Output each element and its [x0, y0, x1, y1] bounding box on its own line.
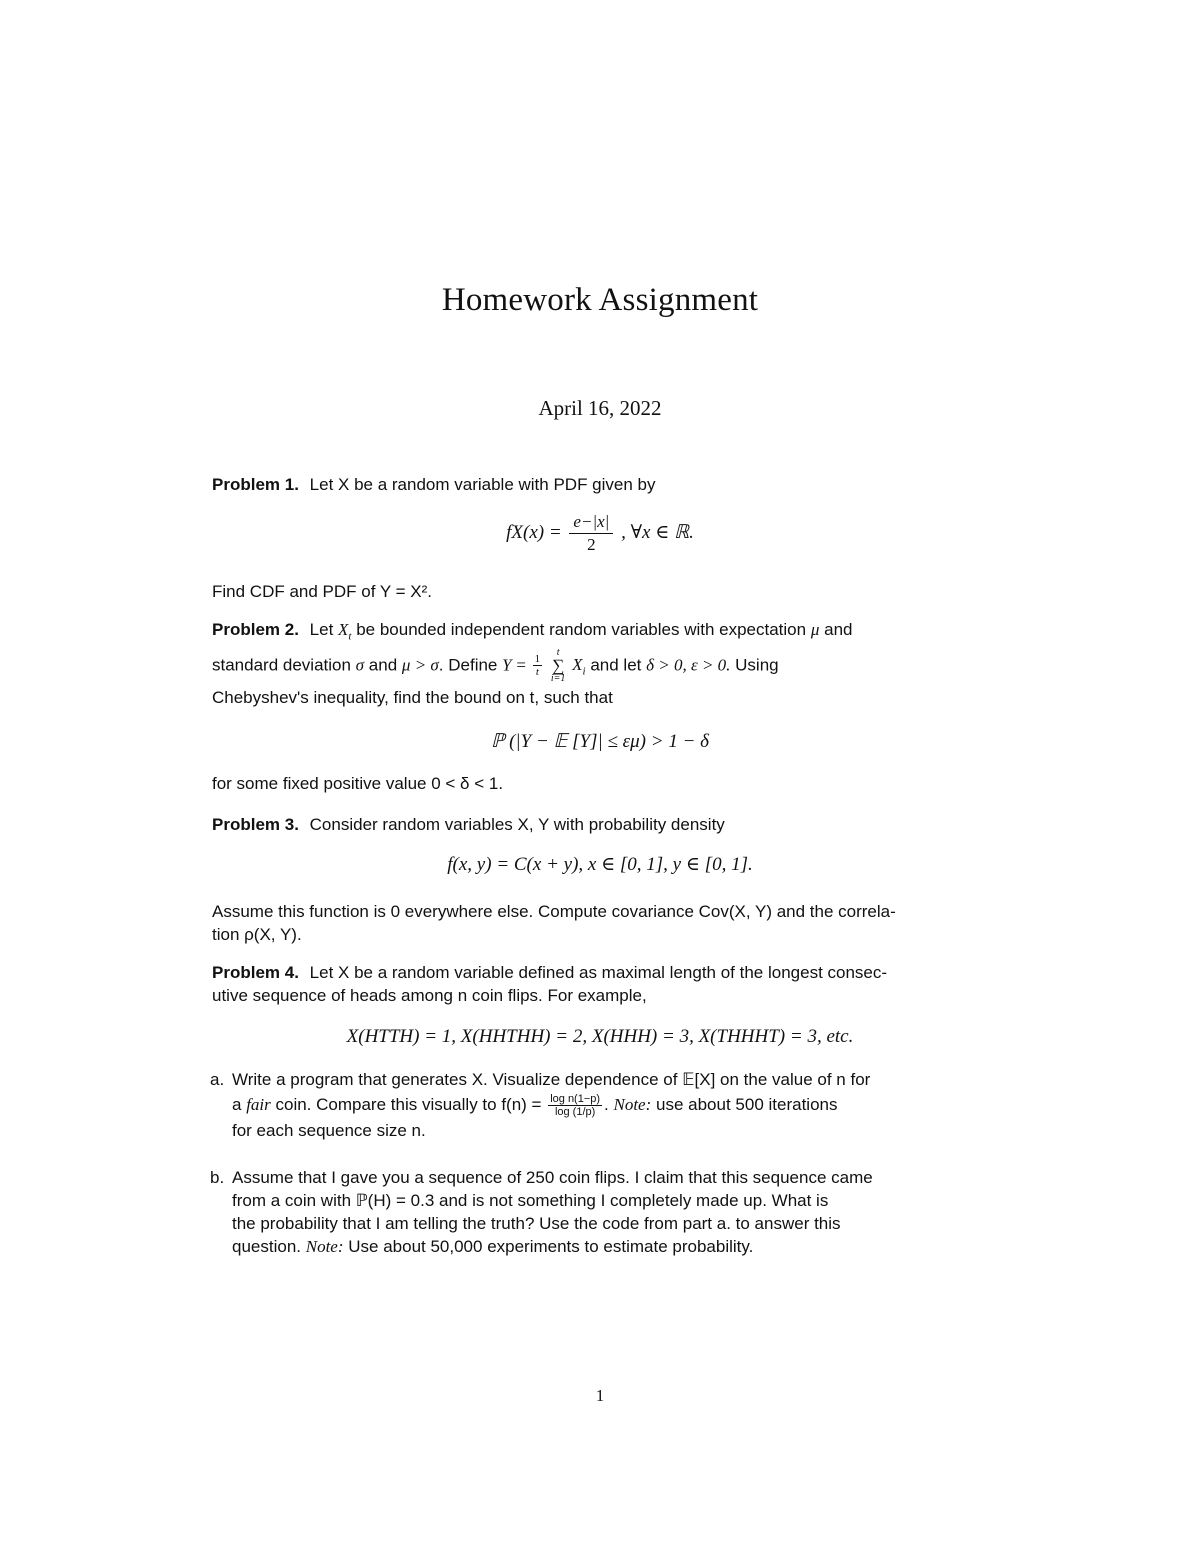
problem-3-intro [212, 813, 990, 837]
problem-2-line-3: Chebyshev's inequality, find the bound on t, such that [212, 688, 613, 707]
item-a-frac-den: log (1/p) [554, 1105, 596, 1118]
item-a-line-3: for each sequence size n. [232, 1121, 426, 1140]
problem-2-line-2: standard deviation σ and μ > σ. Define Y = $\frac{1}{t}$ t ∑ i=1 $X_i$ and let δ > 0, ε > 0. Using [212, 647, 779, 684]
item-a-note-label: Note: [613, 1095, 652, 1114]
item-b-line-1: Assume that I gave you a sequence of 250 coin flips. I claim that this sequence came [232, 1168, 873, 1187]
page-number: 1 [595, 1386, 605, 1405]
problem-2-eq-text: ℙ (|Y − 𝔼 [Y]| ≤ εμ) > 1 − δ [491, 731, 709, 752]
problem-3-after-line-1: Assume this function is 0 everywhere else. Compute covariance Cov(X, Y) and the correla- [212, 902, 896, 921]
item-b-note-label: Note: [305, 1237, 344, 1256]
problem-2-text: and [824, 620, 853, 639]
problem-3-equation [0, 853, 1200, 876]
item-a-marker: a. [210, 1070, 225, 1089]
problem-3-label: Problem 3. [212, 815, 299, 834]
problem-3-intro-text: Consider random variables X, Y with probability density [309, 815, 725, 834]
item-a-fair-emphasis: fair [246, 1095, 271, 1114]
problem-4-eq-text: X(HTTH) = 1, X(HHTHH) = 2, X(HHH) = 3, X(THHHT) = 3, etc. [346, 1026, 854, 1047]
item-a-line-1: Write a program that generates X. Visualize dependence of 𝔼[X] on the value of n for [232, 1070, 871, 1089]
document-title: Homework Assignment [441, 282, 759, 318]
problem-1-eq-lhs: fX(x) = [506, 521, 562, 543]
problem-4-label: Problem 4. [212, 963, 299, 982]
item-a-text: coin. Compare this visually to f(n) = [275, 1095, 542, 1114]
problem-4-intro-line-2: utive sequence of heads among n coin flips. For example, [212, 986, 647, 1005]
item-a-line-2: a fair coin. Compare this visually to f(n) = $\frac{\text{log n(1−p)}}{\log (1/p)}$ . Note: use about 500 iterations [232, 1092, 838, 1118]
item-a-text: a [232, 1095, 242, 1114]
problem-1-intro [212, 473, 990, 497]
problem-1-task: Find CDF and PDF of Y = X². [212, 582, 432, 601]
problem-4-item-a [210, 1068, 990, 1142]
problem-2-text: and let [590, 655, 642, 675]
item-b-line-4 [232, 1235, 990, 1258]
problem-4-equation [0, 1026, 1200, 1048]
item-a-fraction [548, 1094, 602, 1118]
item-b-text: question. [232, 1237, 301, 1256]
item-b-line-2: from a coin with ℙ(H) = 0.3 and is not something I completely made up. What is [232, 1191, 829, 1210]
document-date: April 16, 2022 [538, 396, 662, 420]
problem-1-intro-text: Let X be a random variable with PDF given by [309, 475, 656, 494]
problem-2-text: Using [735, 655, 779, 675]
problem-4-intro-text: Let X be a random variable defined as maximal length of the longest consec- [309, 963, 888, 982]
problem-4-intro-line-1 [212, 961, 990, 985]
problem-3-after-line-2: tion ρ(X, Y). [212, 925, 302, 944]
problem-2-text: and [368, 655, 398, 675]
problem-1-label: Problem 1. [212, 475, 299, 494]
problem-1-equation [0, 512, 1200, 555]
problem-1-eq-rhs: , ∀x ∈ ℝ. [621, 521, 694, 543]
problem-2-after: for some fixed positive value 0 < δ < 1. [212, 774, 504, 793]
problem-2-equation [0, 730, 1200, 753]
item-a-text: use about 500 iterations [656, 1095, 838, 1114]
problem-4-item-b [210, 1166, 990, 1258]
problem-2-label: Problem 2. [212, 620, 299, 639]
item-a-frac-num: log n(1−p) [550, 1092, 601, 1105]
problem-2-text: . Define [438, 655, 498, 675]
item-b-text: Use about 50,000 experiments to estimate probability. [348, 1237, 754, 1256]
item-b-marker: b. [210, 1168, 225, 1187]
problem-2-text: be bounded independent random variables with expectation [356, 620, 807, 639]
problem-1-eq-den: 2 [587, 535, 596, 554]
problem-2-text: Let [309, 620, 334, 639]
problem-3-eq-text: f(x, y) = C(x + y), x ∈ [0, 1], y ∈ [0, 1]. [447, 854, 753, 875]
problem-2-text: standard deviation [212, 655, 351, 675]
problem-1-eq-num: e−|x| [569, 512, 613, 534]
item-b-line-3: the probability that I am telling the truth? Use the code from part a. to answer this [232, 1214, 841, 1233]
problem-2-sum-symbol: t ∑ i=1 [550, 647, 566, 684]
problem-2-one-over-t: $\frac{1}{t}$ [534, 653, 541, 678]
problem-2-line-1: Problem 2. Let $X_t$ be bounded independent random variables with expectation μ and [212, 620, 853, 643]
problem-1-eq-fraction [569, 512, 613, 555]
